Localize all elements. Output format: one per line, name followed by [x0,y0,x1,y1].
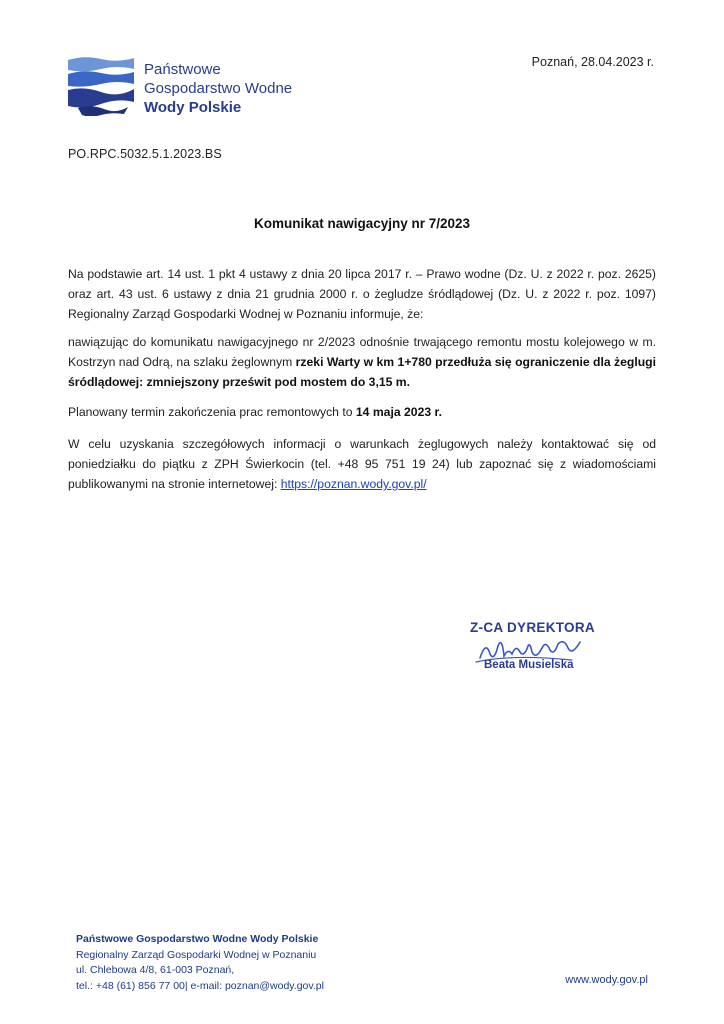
end-date-text: Planowany termin zakończenia prac remontowych to [68,405,356,419]
logo-line-2: Gospodarstwo Wodne [144,80,293,97]
paragraph-restriction [68,332,656,392]
reference-number: PO.RPC.5032.5.1.2023.BS [68,147,222,161]
footer-address [76,932,324,994]
document-date: Poznań, 28.04.2023 r. [531,55,654,69]
footer-line-2: Regionalny Zarząd Gospodarki Wodnej w Poznaniu [76,948,317,961]
contact-text: W celu uzyskania szczegółowych informacji o warunkach żeglugowych należy kontaktować się od poniedziałku do piątku z ZPH Świerkocin (tel. +48 95 751 19 24) lub zapoznać się z wiadomościami publikowanymi na stronie internetowej: [68,437,656,491]
paragraph-contact [68,434,656,494]
signatory-name: Beata Musielska [484,659,574,671]
footer-website[interactable]: www.wody.gov.pl [565,974,648,986]
logo-line-1: Państwowe [144,61,221,78]
logo-line-3: Wody Polskie [144,99,242,116]
footer-line-1: Państwowe Gospodarstwo Wodne Wody Polskie [76,933,319,945]
paragraph-legal-basis: Na podstawie art. 14 ust. 1 pkt 4 ustawy z dnia 20 lipca 2017 r. – Prawo wodne (Dz. U. z 2022 r. poz. 2625) oraz art. 43 ust. 6 ustawy z dnia 21 grudnia 2000 r. o żegludze śródlądowej (Dz. U. z 2022 r. poz. 1097) Regionalny Zarząd Gospodarki Wodnej w Poznaniu informuje, że: [68,267,656,321]
end-date-value: 14 maja 2023 r. [355,405,442,419]
document-title: Komunikat nawigacyjny nr 7/2023 [253,216,471,231]
signature-title: Z-CA DYREKTORA [470,620,595,635]
footer-line-4: tel.: +48 (61) 856 77 00| e-mail: poznan@wody.gov.pl [76,979,324,992]
wave-logo-icon [68,56,134,116]
restriction-text: nawiązując do komunikatu nawigacyjnego nr 2/2023 odnośnie trwającego remontu mostu kolejowego w m. Kostrzyn nad Odrą, na szlaku żeglownym [68,335,656,369]
restriction-bold-text: rzeki Warty w km 1+780 przedłuża się ograniczenie dla żeglugi śródlądowej: zmniejszony prześwit pod mostem do 3,15 m. [68,355,656,389]
logo-text [144,60,292,117]
paragraph-end-date [68,402,656,422]
footer-line-3: ul. Chlebowa 4/8, 61-003 Poznań, [76,964,235,976]
website-link[interactable]: https://poznan.wody.gov.pl/ [280,477,427,491]
